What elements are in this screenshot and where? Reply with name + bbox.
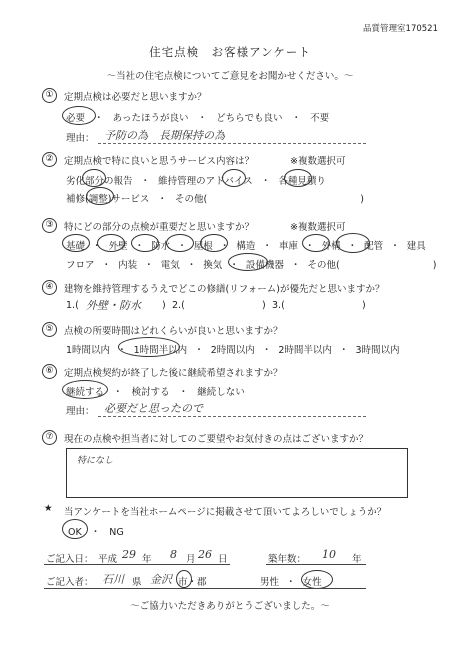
q2-circle-mark-1 — [82, 169, 106, 187]
q4-slot-1-answer[interactable]: 外壁・防水 — [86, 299, 141, 312]
document-code: 品質管理室170521 — [363, 24, 438, 34]
question-6-text: 定期点検契約が終了した後に継続希望されますか？ — [64, 368, 283, 379]
q3-option-equipment[interactable]: 設備機器 — [245, 260, 284, 271]
q2-option-report[interactable]: 劣化部分の報告 — [66, 176, 133, 187]
q8-option-ok[interactable]: OK — [68, 527, 82, 538]
question-2-note: ※複数選択可 — [290, 156, 346, 167]
q2-option-other[interactable]: その他( — [175, 194, 208, 205]
date-day[interactable]: 26 — [198, 548, 212, 561]
page-title: 住宅点検 お客様アンケート — [149, 45, 311, 59]
q2-circle-mark-2 — [222, 169, 246, 187]
date-year-unit: 年 — [142, 554, 152, 565]
q2-circle-mark-4 — [86, 187, 114, 205]
q8-option-ng[interactable]: NG — [109, 527, 124, 538]
date-year[interactable]: 29 — [122, 548, 136, 561]
gender-options: 男性 ・ 女性 — [260, 577, 322, 588]
q5-option-2h[interactable]: 2時間以内 — [210, 345, 255, 356]
q4-slot-3-close: ) — [362, 300, 366, 311]
question-4-number: ④ — [42, 280, 57, 295]
q1-option-either[interactable]: どちらでも良い — [216, 113, 283, 124]
age-label: 築年数： — [268, 554, 307, 565]
q6-option-continue[interactable]: 継続する — [66, 387, 105, 398]
q7-answer-box[interactable] — [66, 448, 408, 498]
q2-option-advice[interactable]: 維持管理のアドバイス — [158, 176, 253, 187]
q3-option-waterproof[interactable]: 防水 — [151, 241, 171, 252]
q3-option-roof[interactable]: 屋根 — [193, 241, 213, 252]
writer-city-circle-mark — [176, 570, 192, 588]
q3-option-exterior[interactable]: 外構 — [321, 241, 341, 252]
writer-city-unit: 市・郡 — [178, 577, 207, 588]
q4-slot-3-open[interactable]: 3.( — [272, 300, 285, 311]
gender-option-female[interactable]: 女性 — [302, 577, 322, 588]
question-1-number: ① — [42, 88, 57, 103]
age-unit: 年 — [352, 554, 362, 565]
question-5-text: 点検の所要時間はどれくらいが良いと思いますか？ — [64, 326, 283, 337]
q6-option-stop[interactable]: 継続しない — [197, 387, 245, 398]
date-day-unit: 日 — [218, 554, 228, 565]
question-5-number: ⑤ — [42, 322, 57, 337]
q3-circle-mark-2 — [97, 234, 125, 252]
q3-option-electric[interactable]: 電気 — [160, 260, 180, 271]
q5-option-2-5h[interactable]: 2時間半以内 — [278, 345, 332, 356]
q3-option-piping[interactable]: 配管 — [364, 241, 384, 252]
q8-circle-mark — [62, 519, 88, 539]
date-label: ご記入日： — [46, 554, 94, 565]
q6-reason-answer[interactable]: 必要だと思ったので — [104, 402, 203, 415]
age-value[interactable]: 10 — [322, 548, 336, 561]
date-era: 平成 — [98, 554, 118, 565]
q3-option-floor[interactable]: フロア — [66, 260, 95, 271]
q6-option-consider[interactable]: 検討する — [131, 387, 170, 398]
question-6-number: ⑥ — [42, 364, 57, 379]
gender-option-male[interactable]: 男性 — [260, 577, 280, 588]
q3-circle-mark-5 — [200, 234, 228, 252]
star-icon: ★ — [44, 503, 53, 514]
q3-option-structure[interactable]: 構造 — [236, 241, 256, 252]
q1-reason-label: 理由： — [66, 133, 95, 144]
q3-option-foundation[interactable]: 基礎 — [66, 241, 86, 252]
q4-slot-1-close: ) — [162, 300, 166, 311]
age-underline — [266, 564, 366, 565]
q2-circle-mark-3 — [284, 169, 312, 187]
q3-circle-mark-8 — [228, 253, 268, 271]
question-3-note: ※複数選択可 — [290, 222, 346, 233]
question-1-text: 定期点検は必要だと思いますか？ — [64, 92, 207, 103]
q1-reason-line — [98, 143, 366, 144]
q3-circle-mark-3 — [131, 234, 159, 252]
q3-circle-mark-1 — [62, 234, 90, 252]
writer-underline — [44, 588, 366, 589]
question-2-line-2: 補修(調整)サービス ・ その他( ) — [66, 194, 364, 205]
q1-reason-answer[interactable]: 予防の為 長期保持の為 — [104, 129, 225, 142]
q3-circle-mark-6 — [302, 234, 330, 252]
q2-option-repair[interactable]: 補修(調整)サービス — [66, 194, 150, 205]
question-3-text: 特にどの部分の点検が重要だと思いますか？ — [64, 222, 255, 233]
page-subtitle: ～当社の住宅点検についてご意見をお聞かせください。～ — [106, 71, 354, 82]
q1-option-better[interactable]: あったほうが良い — [112, 113, 189, 124]
writer-label: ご記入者： — [46, 577, 94, 588]
q3-circle-mark-4 — [166, 234, 194, 252]
q1-circle-mark — [62, 106, 96, 125]
date-month[interactable]: 8 — [170, 548, 177, 561]
question-1-options: 必要 ・ あったほうが良い ・ どちらでも良い ・ 不要 — [66, 113, 330, 124]
q1-option-required[interactable]: 必要 — [66, 113, 86, 124]
question-8-options: OK ・ NG — [68, 527, 124, 538]
question-8-text: 当アンケートを当社ホームページに掲載させて頂いてよろしいでしょうか？ — [64, 507, 387, 518]
question-3-line-2: フロア ・ 内装 ・ 電気 ・ 換気 ・ 設備機器 ・ その他( ) — [66, 260, 437, 271]
question-5-options: 1時間以内 ・ 1時間半以内 ・ 2時間以内 ・ 2時間半以内 ・ 3時間以内 — [66, 345, 400, 356]
q6-reason-line — [98, 416, 366, 417]
q5-option-3h[interactable]: 3時間以内 — [355, 345, 400, 356]
q3-option-fittings[interactable]: 建具 — [406, 241, 426, 252]
q6-circle-mark — [62, 380, 108, 399]
writer-prefecture[interactable]: 石川 — [102, 573, 124, 586]
q7-answer-text: 特になし — [77, 456, 114, 466]
question-7-number: ⑦ — [42, 430, 57, 445]
q1-option-unnecessary[interactable]: 不要 — [310, 113, 330, 124]
q3-option-other[interactable]: その他( — [307, 260, 340, 271]
question-3-line-1: 基礎 ・ 外壁 ・ 防水 ・ 屋根 ・ 構造 ・ 車庫 ・ 外構 ・ 配管 ・ 建具 — [66, 241, 426, 252]
question-4-text: 建物を維持管理するうえでどこの修繕(リフォーム)が優先だと思いますか？ — [64, 284, 385, 295]
q4-slot-2-open[interactable]: 2.( — [172, 300, 185, 311]
question-2-text: 定期点検で特に良いと思うサービス内容は？ — [64, 156, 255, 167]
q2-option-estimate[interactable]: 各種見積り — [278, 176, 326, 187]
q3-option-exterior-wall[interactable]: 外壁 — [108, 241, 128, 252]
writer-city[interactable]: 金沢 — [150, 573, 172, 586]
q5-option-1-5h[interactable]: 1時間半以内 — [133, 345, 188, 356]
question-2-number: ② — [42, 152, 57, 167]
thanks-text: ～ご協力いただきありがとうございました。～ — [130, 601, 330, 612]
q3-option-interior[interactable]: 内装 — [118, 260, 138, 271]
q3-option-ventilation[interactable]: 換気 — [203, 260, 223, 271]
date-month-unit: 月 — [186, 554, 196, 565]
q6-reason-label: 理由： — [66, 406, 95, 417]
question-7-text: 現在の点検や担当者に対してのご要望やお気付きの点はございますか？ — [64, 434, 369, 445]
q3-circle-mark-7 — [336, 233, 370, 253]
gender-circle-mark — [301, 570, 333, 589]
writer-prefecture-unit: 県 — [132, 577, 142, 588]
q4-slot-1-open: 1.( — [66, 300, 79, 311]
question-3-number: ③ — [42, 218, 57, 233]
q5-circle-mark — [118, 337, 180, 357]
question-2-line-1: 劣化部分の報告 ・ 維持管理のアドバイス ・ 各種見積り — [66, 176, 326, 187]
date-underline — [44, 564, 230, 565]
q4-slot-2-close: ) — [262, 300, 266, 311]
question-6-options: 継続する ・ 検討する ・ 継続しない — [66, 387, 245, 398]
q5-option-1h[interactable]: 1時間以内 — [66, 345, 111, 356]
q3-option-garage[interactable]: 車庫 — [278, 241, 298, 252]
